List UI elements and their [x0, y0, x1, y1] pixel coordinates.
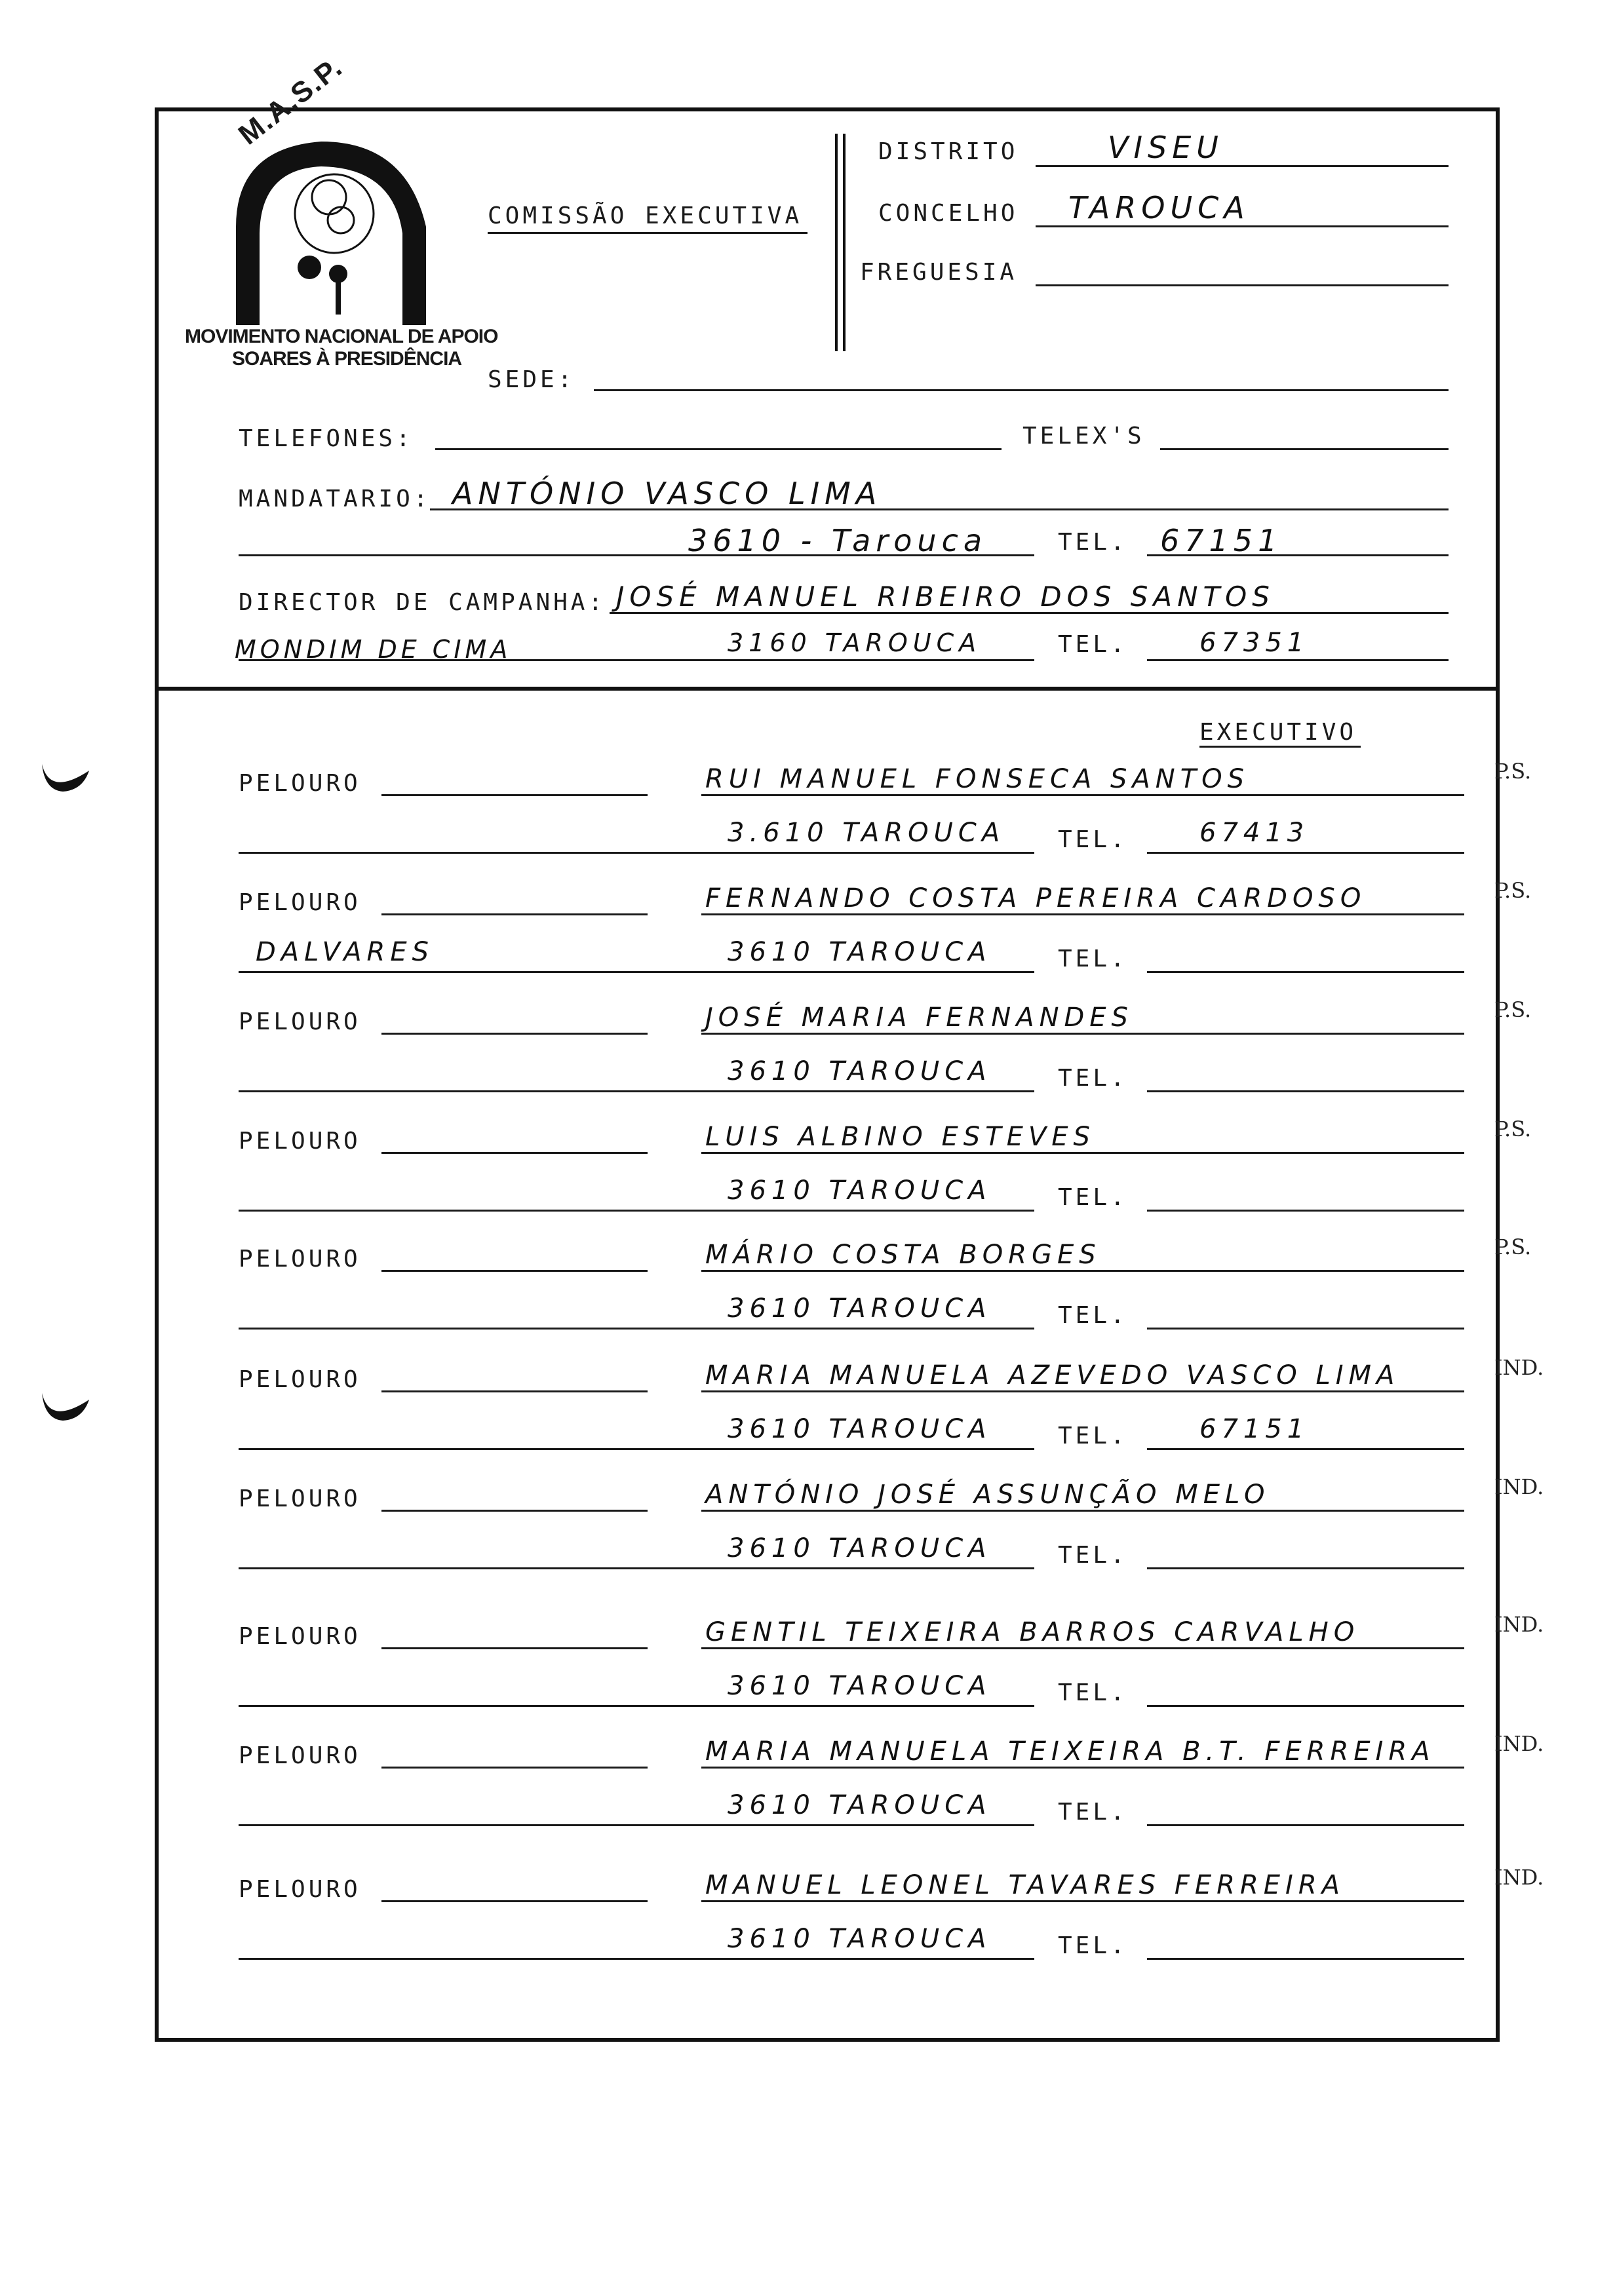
- party-affiliation: P.S.: [1494, 997, 1532, 1022]
- pelouro-label: PELOURO: [239, 1008, 361, 1035]
- punch-hole-icon: [37, 1373, 96, 1432]
- party-affiliation: P.S.: [1494, 1117, 1532, 1141]
- member-name: ANTÓNIO JOSÉ ASSUNÇÃO MELO: [705, 1480, 1270, 1510]
- party-affiliation: P.S.: [1494, 1234, 1532, 1259]
- party-affiliation: IND.: [1494, 1355, 1544, 1380]
- party-affiliation: P.S.: [1494, 759, 1532, 784]
- member-address: 3610 TAROUCA: [728, 937, 992, 967]
- tel-line: [1147, 1210, 1464, 1212]
- member-address: 3.610 TAROUCA: [728, 818, 1005, 848]
- tel-line: [1147, 1090, 1464, 1092]
- member-address: 3610 TAROUCA: [728, 1293, 992, 1324]
- address-line: [239, 1567, 1034, 1569]
- mandatario-address: 3610 - Tarouca: [688, 523, 988, 558]
- tel-line: [1147, 1824, 1464, 1826]
- member-address: 3610 TAROUCA: [728, 1790, 992, 1820]
- member-name: MARIA MANUELA AZEVEDO VASCO LIMA: [705, 1360, 1400, 1390]
- address-line: [239, 1824, 1034, 1826]
- logo-acronym: M.A.S.P.: [232, 50, 349, 151]
- pelouro-label: PELOURO: [239, 1876, 361, 1903]
- header-divider: [835, 134, 838, 351]
- member-name-line: [701, 1647, 1464, 1649]
- address-line: [239, 1448, 1034, 1450]
- freguesia-label: FREGUESIA: [860, 259, 1018, 286]
- pelouro-label: PELOURO: [239, 1623, 361, 1650]
- director-locality: MONDIM DE CIMA: [235, 635, 512, 664]
- distrito-line: [1036, 165, 1449, 167]
- director-tel-label: TEL.: [1058, 631, 1128, 658]
- party-affiliation: IND.: [1494, 1474, 1544, 1499]
- executivo-underline: [1199, 746, 1361, 748]
- sede-line: [594, 389, 1449, 391]
- commission-underline: [488, 232, 808, 234]
- director-tel: 67351: [1199, 628, 1310, 658]
- pelouro-line: [381, 1033, 648, 1035]
- member-name-line: [701, 1390, 1464, 1392]
- address-line: [239, 1958, 1034, 1960]
- member-address: 3610 TAROUCA: [728, 1671, 992, 1701]
- address-line: [239, 1328, 1034, 1330]
- tel-line: [1147, 852, 1464, 854]
- logo-line-1: MOVIMENTO NACIONAL DE APOIO: [185, 326, 498, 347]
- pelouro-label: PELOURO: [239, 770, 361, 797]
- member-name: MARIA MANUELA TEIXEIRA B.T. FERREIRA: [705, 1736, 1435, 1767]
- address-line: [239, 1210, 1034, 1212]
- member-name-line: [701, 1270, 1464, 1272]
- member-address: 3610 TAROUCA: [728, 1056, 992, 1086]
- tel-label: TEL.: [1058, 1302, 1128, 1329]
- member-name: MÁRIO COSTA BORGES: [705, 1240, 1101, 1270]
- tel-line: [1147, 1567, 1464, 1569]
- member-tel: 67413: [1199, 818, 1310, 848]
- pelouro-label: PELOURO: [239, 1246, 361, 1272]
- member-address: 3610 TAROUCA: [728, 1414, 992, 1444]
- member-name: RUI MANUEL FONSECA SANTOS: [705, 764, 1249, 794]
- tel-label: TEL.: [1058, 946, 1128, 972]
- mandatario-tel: 67151: [1160, 523, 1283, 558]
- distrito-label: DISTRITO: [878, 138, 1019, 165]
- member-name-line: [701, 913, 1464, 915]
- tel-label: TEL.: [1058, 1065, 1128, 1092]
- member-name: FERNANDO COSTA PEREIRA CARDOSO: [705, 883, 1367, 913]
- member-name: JOSÉ MARIA FERNANDES: [705, 1003, 1133, 1033]
- pelouro-line: [381, 1767, 648, 1769]
- mandatario-label: MANDATARIO:: [239, 486, 431, 512]
- tel-label: TEL.: [1058, 1932, 1128, 1959]
- member-name: GENTIL TEIXEIRA BARROS CARVALHO: [705, 1617, 1360, 1647]
- tel-line: [1147, 1328, 1464, 1330]
- address-line: [239, 971, 1034, 973]
- tel-label: TEL.: [1058, 1799, 1128, 1826]
- logo-line-2: SOARES À PRESIDÊNCIA: [232, 348, 462, 370]
- pelouro-line: [381, 1647, 648, 1649]
- pelouro-label: PELOURO: [239, 1128, 361, 1155]
- header-divider: [843, 134, 846, 351]
- pelouro-line: [381, 1152, 648, 1154]
- member-name-line: [701, 1510, 1464, 1512]
- concelho-label: CONCELHO: [878, 200, 1019, 227]
- pelouro-label: PELOURO: [239, 889, 361, 916]
- telex-label: TELEX'S: [1022, 423, 1145, 450]
- member-address: 3610 TAROUCA: [728, 1533, 992, 1563]
- director-label: DIRECTOR DE CAMPANHA:: [239, 589, 606, 616]
- pelouro-label: PELOURO: [239, 1366, 361, 1393]
- tel-label: TEL.: [1058, 1679, 1128, 1706]
- mandatario-name: ANTÓNIO VASCO LIMA: [452, 476, 882, 511]
- tel-line: [1147, 1448, 1464, 1450]
- tel-label: TEL.: [1058, 1542, 1128, 1569]
- pelouro-line: [381, 1510, 648, 1512]
- member-address: 3610 TAROUCA: [728, 1176, 992, 1206]
- director-address: 3160 TAROUCA: [728, 628, 982, 657]
- member-locality: DALVARES: [256, 937, 435, 967]
- member-name-line: [701, 794, 1464, 796]
- party-affiliation: IND.: [1494, 1612, 1544, 1637]
- director-tel-line: [1147, 659, 1449, 661]
- party-affiliation: P.S.: [1494, 878, 1532, 903]
- distrito-value: VISEU: [1108, 130, 1224, 165]
- pelouro-line: [381, 794, 648, 796]
- pelouro-label: PELOURO: [239, 1485, 361, 1512]
- commission-title: COMISSÃO EXECUTIVA: [488, 202, 803, 229]
- member-name: MANUEL LEONEL TAVARES FERREIRA: [705, 1870, 1345, 1900]
- section-divider: [155, 687, 1500, 691]
- sede-label: SEDE:: [488, 366, 575, 393]
- member-name-line: [701, 1152, 1464, 1154]
- party-affiliation: IND.: [1494, 1731, 1544, 1756]
- address-line: [239, 852, 1034, 854]
- punch-hole-icon: [37, 744, 96, 803]
- tel-label: TEL.: [1058, 1423, 1128, 1449]
- tel-label: TEL.: [1058, 826, 1128, 853]
- telex-line: [1160, 448, 1449, 450]
- freguesia-line: [1036, 284, 1449, 286]
- member-name-line: [701, 1033, 1464, 1035]
- member-name-line: [701, 1900, 1464, 1902]
- concelho-line: [1036, 225, 1449, 227]
- tel-label: TEL.: [1058, 1184, 1128, 1211]
- address-line: [239, 1090, 1034, 1092]
- concelho-value: TAROUCA: [1068, 190, 1250, 225]
- member-name: LUIS ALBINO ESTEVES: [705, 1122, 1095, 1152]
- pelouro-label: PELOURO: [239, 1742, 361, 1769]
- mandatario-tel-label: TEL.: [1058, 529, 1128, 556]
- tel-line: [1147, 1958, 1464, 1960]
- address-line: [239, 1705, 1034, 1707]
- telefones-line: [435, 448, 1002, 450]
- party-affiliation: IND.: [1494, 1865, 1544, 1890]
- director-address-line: [239, 659, 1034, 661]
- tel-line: [1147, 971, 1464, 973]
- executivo-label: EXECUTIVO: [1199, 719, 1357, 746]
- telefones-label: TELEFONES:: [239, 425, 414, 452]
- member-name-line: [701, 1767, 1464, 1769]
- pelouro-line: [381, 913, 648, 915]
- pelouro-line: [381, 1270, 648, 1272]
- pelouro-line: [381, 1390, 648, 1392]
- pelouro-line: [381, 1900, 648, 1902]
- tel-line: [1147, 1705, 1464, 1707]
- member-address: 3610 TAROUCA: [728, 1924, 992, 1954]
- director-name: JOSÉ MANUEL RIBEIRO DOS SANTOS: [616, 581, 1275, 613]
- member-tel: 67151: [1199, 1414, 1310, 1444]
